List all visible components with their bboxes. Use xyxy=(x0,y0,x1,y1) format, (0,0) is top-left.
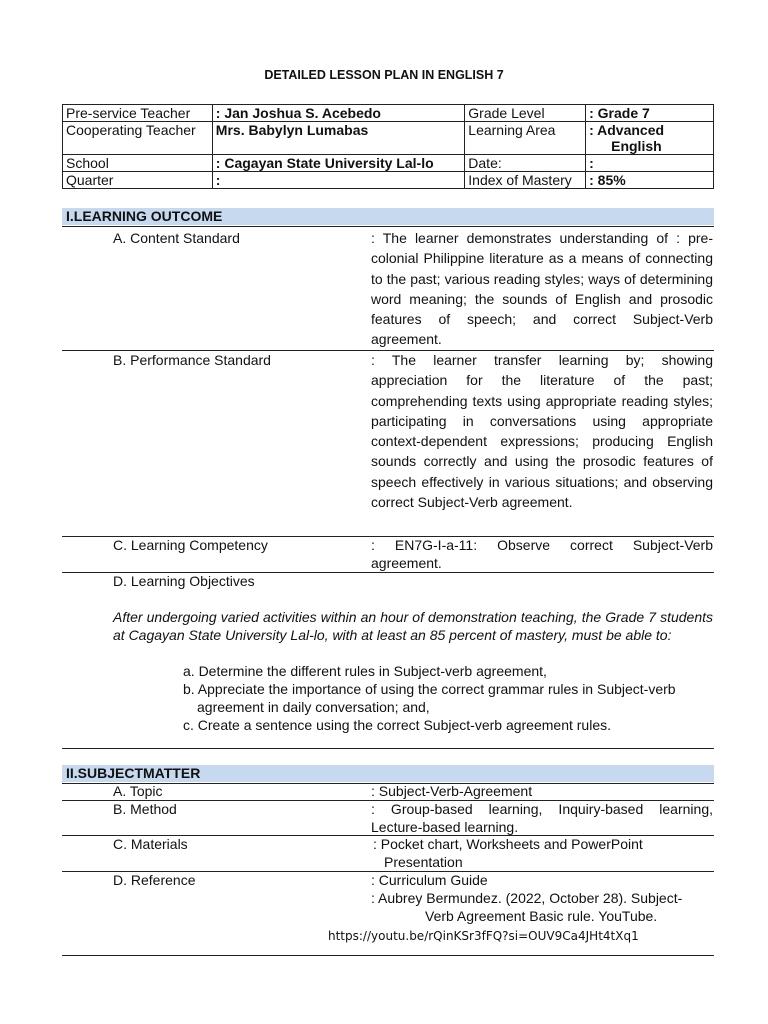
learning-area-value-line2: English xyxy=(611,138,662,154)
reference-line1: : Curriculum Guide xyxy=(371,872,488,888)
preservice-teacher-value: : Jan Joshua S. Acebedo xyxy=(212,105,464,122)
learning-competency-label: C. Learning Competency xyxy=(113,537,268,553)
reference-value xyxy=(371,871,713,925)
school-label: School xyxy=(63,155,213,172)
school-value: : Cagayan State University Lal-lo xyxy=(212,155,464,172)
date-label: Date: xyxy=(465,155,586,172)
content-standard-value: : The learner demonstrates understanding of : pre-colonial Philippine literature as a means of connecting to the past; various reading styles; ways of determining word meaning; the sounds of English and prosodic features of speech; and correct Subject-Verb agreement. xyxy=(371,230,713,348)
content-standard-label: A. Content Standard xyxy=(113,230,240,246)
grade-level-value: : Grade 7 xyxy=(586,105,714,122)
performance-standard-value: : The learner transfer learning by; showing appreciation for the literature of the past; comprehending texts using appropriate reading styles; participating in conversations using appropriate context-dependent expressions; producing English sounds correctly and using the prosodic features of speech effectively in various situations; and observing correct Subject-Verb agreement. xyxy=(371,352,713,511)
learning-area-value-line1: : Advanced xyxy=(589,122,665,138)
objective-item: c. Create a sentence using the correct Subject-verb agreement rules. xyxy=(183,717,611,733)
lesson-info-table xyxy=(62,104,714,189)
reference-line3: Verb Agreement Basic rule. YouTube. xyxy=(425,908,658,924)
info-row-quarter xyxy=(63,172,714,189)
learning-area-value xyxy=(586,122,714,155)
performance-standard-label: B. Performance Standard xyxy=(113,352,271,368)
topic-value: : Subject-Verb-Agreement xyxy=(371,783,533,799)
subject-matter-heading: II.SUBJECTMATTER xyxy=(62,765,714,782)
preservice-teacher-label: Pre-service Teacher xyxy=(63,105,213,122)
date-value: : xyxy=(586,155,714,172)
info-row-teacher xyxy=(63,105,714,122)
materials-value xyxy=(373,835,715,871)
learning-area-label: Learning Area xyxy=(465,122,586,155)
mastery-label: Index of Mastery xyxy=(465,172,586,189)
reference-link[interactable]: https://youtu.be/rQinKSr3fFQ?si=OUV9Ca4JHt4tXq1 xyxy=(328,929,639,943)
method-value: : Group-based learning, Inquiry-based learning, Lecture-based learning. xyxy=(371,801,713,835)
info-row-cooperating xyxy=(63,122,714,155)
reference-label: D. Reference xyxy=(113,872,196,888)
materials-line1: : Pocket chart, Worksheets and PowerPoint xyxy=(373,836,643,852)
learning-objectives-label: D. Learning Objectives xyxy=(113,573,255,589)
objectives-intro: After undergoing varied activities within an hour of demonstration teaching, the Grade 7 students at Cagayan State University Lal-lo, with at least an 85 percent of mastery, must be able to: xyxy=(113,609,713,643)
objectives-list xyxy=(183,662,713,734)
divider xyxy=(62,226,714,227)
quarter-label: Quarter xyxy=(63,172,213,189)
objective-item: b. Appreciate the importance of using the correct grammar rules in Subject-verb agreement in daily conversation; and, xyxy=(183,681,676,715)
method-label: B. Method xyxy=(113,801,177,817)
learning-competency-value: : EN7G-I-a-11: Observe correct Subject-Verb agreement. xyxy=(371,537,713,571)
divider xyxy=(62,955,714,956)
grade-level-label: Grade Level xyxy=(465,105,586,122)
objective-item: a. Determine the different rules in Subject-verb agreement, xyxy=(183,663,547,679)
divider xyxy=(62,748,714,749)
quarter-value: : xyxy=(212,172,464,189)
mastery-value: : 85% xyxy=(586,172,714,189)
materials-label: C. Materials xyxy=(113,836,188,852)
cooperating-teacher-label: Cooperating Teacher xyxy=(63,122,213,155)
reference-line2: : Aubrey Bermundez. (2022, October 28). Subject- xyxy=(371,890,683,906)
learning-outcome-heading: I.LEARNING OUTCOME xyxy=(62,208,714,225)
info-row-school xyxy=(63,155,714,172)
topic-label: A. Topic xyxy=(113,783,163,799)
materials-line2: Presentation xyxy=(384,854,463,870)
cooperating-teacher-value: Mrs. Babylyn Lumabas xyxy=(212,122,464,155)
document-title: DETAILED LESSON PLAN IN ENGLISH 7 xyxy=(264,68,504,82)
